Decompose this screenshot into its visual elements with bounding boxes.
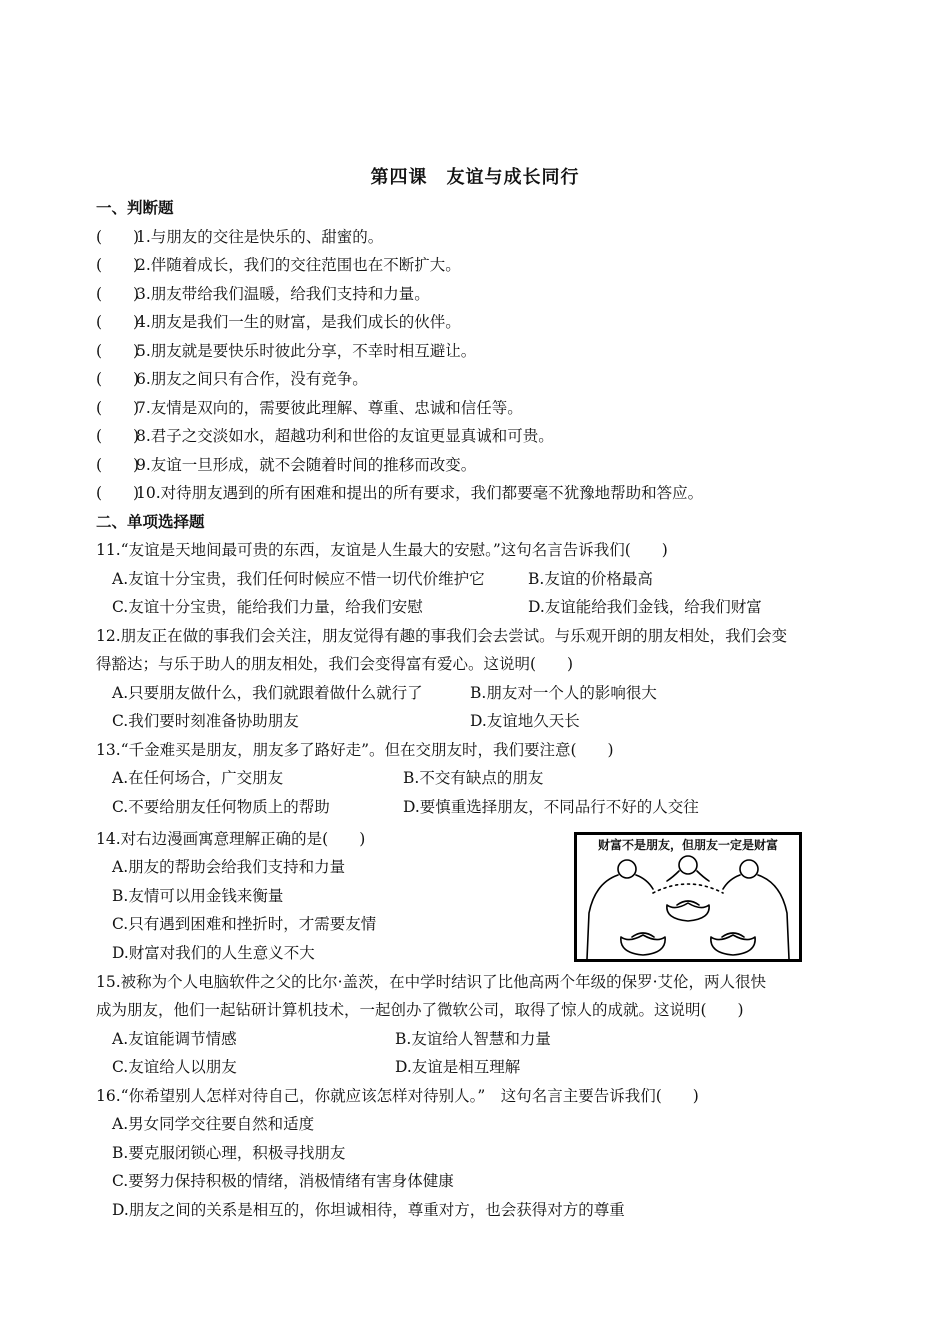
question-stem-continued: 得豁达；与乐于助人的朋友相处，我们会变得富有爱心。这说明( ) <box>96 655 574 673</box>
tf-item-text: 10.对待朋友遇到的所有困难和提出的所有要求，我们都要毫不犹豫地帮助和答应。 <box>136 484 704 502</box>
tf-item <box>96 395 523 421</box>
option-c[interactable]: C.友谊给人以朋友 <box>112 1058 237 1076</box>
tf-item-text: 4.朋友是我们一生的财富，是我们成长的伙伴。 <box>136 313 461 331</box>
tf-item <box>96 281 430 307</box>
option-c[interactable]: C.我们要时刻准备协助朋友 <box>112 712 299 730</box>
tf-item <box>96 252 461 278</box>
question-stem: 11.“友谊是天地间最可贵的东西，友谊是人生最大的安慰。”这句名言告诉我们( ) <box>96 541 668 559</box>
answer-blank[interactable]: ( ) <box>96 427 140 445</box>
option-c[interactable]: C.不要给朋友任何物质上的帮助 <box>112 798 330 816</box>
answer-blank[interactable]: ( ) <box>96 399 140 417</box>
answer-blank[interactable]: ( ) <box>96 313 140 331</box>
option-a[interactable]: A.友谊能调节情感 <box>112 1030 237 1048</box>
answer-blank[interactable]: ( ) <box>96 285 140 303</box>
tf-item-text: 2.伴随着成长，我们的交往范围也在不断扩大。 <box>136 256 461 274</box>
option-a[interactable]: A.男女同学交往要自然和适度 <box>112 1115 315 1133</box>
section-heading-true-false: 一、判断题 <box>96 199 174 217</box>
option-b[interactable]: B.友谊给人智慧和力量 <box>395 1030 551 1048</box>
question-stem: 14.对右边漫画寓意理解正确的是( ) <box>96 830 366 848</box>
tf-item-text: 1.与朋友的交往是快乐的、甜蜜的。 <box>136 228 384 246</box>
question-stem-continued: 成为朋友，他们一起钻研计算机技术，一起创办了微软公司，取得了惊人的成就。这说明( ) <box>96 1001 744 1019</box>
tf-item-text: 3.朋友带给我们温暖，给我们支持和力量。 <box>136 285 430 303</box>
answer-blank[interactable]: ( ) <box>96 456 140 474</box>
answer-blank[interactable]: ( ) <box>96 228 140 246</box>
tf-item <box>96 338 476 364</box>
option-a[interactable]: A.只要朋友做什么，我们就跟着做什么就行了 <box>112 684 423 702</box>
tf-item-text: 9.友谊一旦形成，就不会随着时间的推移而改变。 <box>136 456 477 474</box>
tf-item <box>96 480 703 506</box>
option-b[interactable]: B.朋友对一个人的影响很大 <box>470 684 657 702</box>
option-c[interactable]: C.友谊十分宝贵，能给我们力量，给我们安慰 <box>112 598 423 616</box>
question-stem: 13.“千金难买是朋友，朋友多了路好走”。但在交朋友时，我们要注意( ) <box>96 741 614 759</box>
cartoon-caption: 财富不是朋友，但朋友一定是财富 <box>597 838 778 852</box>
option-d[interactable]: D.友谊能给我们金钱，给我们财富 <box>528 598 762 616</box>
tf-item-text: 8.君子之交淡如水，超越功利和世俗的友谊更显真诚和可贵。 <box>136 427 554 445</box>
tf-item <box>96 309 461 335</box>
question-stem: 15.被称为个人电脑软件之父的比尔·盖茨，在中学时结识了比他高两个年级的保罗·艾伦，两人很快 <box>96 973 767 991</box>
option-b[interactable]: B.友情可以用金钱来衡量 <box>112 887 284 905</box>
tf-item-text: 6.朋友之间只有合作，没有竞争。 <box>136 370 368 388</box>
tf-item-text: 7.友情是双向的，需要彼此理解、尊重、忠诚和信任等。 <box>136 399 523 417</box>
tf-item <box>96 423 554 449</box>
cartoon-drawing <box>577 853 799 959</box>
question-stem: 16.“你希望别人怎样对待自己，你就应该怎样对待别人。” 这句名言主要告诉我们( ) <box>96 1087 699 1105</box>
tf-item-text: 5.朋友就是要快乐时彼此分享，不幸时相互避让。 <box>136 342 477 360</box>
cartoon-image <box>574 832 802 962</box>
option-b[interactable]: B.友谊的价格最高 <box>528 570 653 588</box>
option-d[interactable]: D.友谊地久天长 <box>470 712 580 730</box>
answer-blank[interactable]: ( ) <box>96 484 140 502</box>
option-a[interactable]: A.在任何场合，广交朋友 <box>112 769 284 787</box>
question-stem: 12.朋友正在做的事我们会关注，朋友觉得有趣的事我们会去尝试。与乐观开朗的朋友相处，我们会变 <box>96 627 788 645</box>
option-a[interactable]: A.朋友的帮助会给我们支持和力量 <box>112 858 346 876</box>
answer-blank[interactable]: ( ) <box>96 370 140 388</box>
tf-item <box>96 366 368 392</box>
option-d[interactable]: D.财富对我们的人生意义不大 <box>112 944 315 962</box>
answer-blank[interactable]: ( ) <box>96 342 140 360</box>
section-heading-single-choice: 二、单项选择题 <box>96 513 205 531</box>
tf-item <box>96 452 476 478</box>
option-b[interactable]: B.不交有缺点的朋友 <box>403 769 544 787</box>
option-d[interactable]: D.友谊是相互理解 <box>395 1058 521 1076</box>
option-c[interactable]: C.只有遇到困难和挫折时，才需要友情 <box>112 915 377 933</box>
option-d[interactable]: D.要慎重选择朋友，不同品行不好的人交往 <box>403 798 699 816</box>
option-c[interactable]: C.要努力保持积极的情绪，消极情绪有害身体健康 <box>112 1172 454 1190</box>
page-title: 第四课 友谊与成长同行 <box>370 167 580 188</box>
tf-item <box>96 224 383 250</box>
answer-blank[interactable]: ( ) <box>96 256 140 274</box>
option-a[interactable]: A.友谊十分宝贵，我们任何时候应不惜一切代价维护它 <box>112 570 485 588</box>
option-d[interactable]: D.朋友之间的关系是相互的，你坦诚相待，尊重对方，也会获得对方的尊重 <box>112 1201 625 1219</box>
option-b[interactable]: B.要克服闭锁心理，积极寻找朋友 <box>112 1144 346 1162</box>
